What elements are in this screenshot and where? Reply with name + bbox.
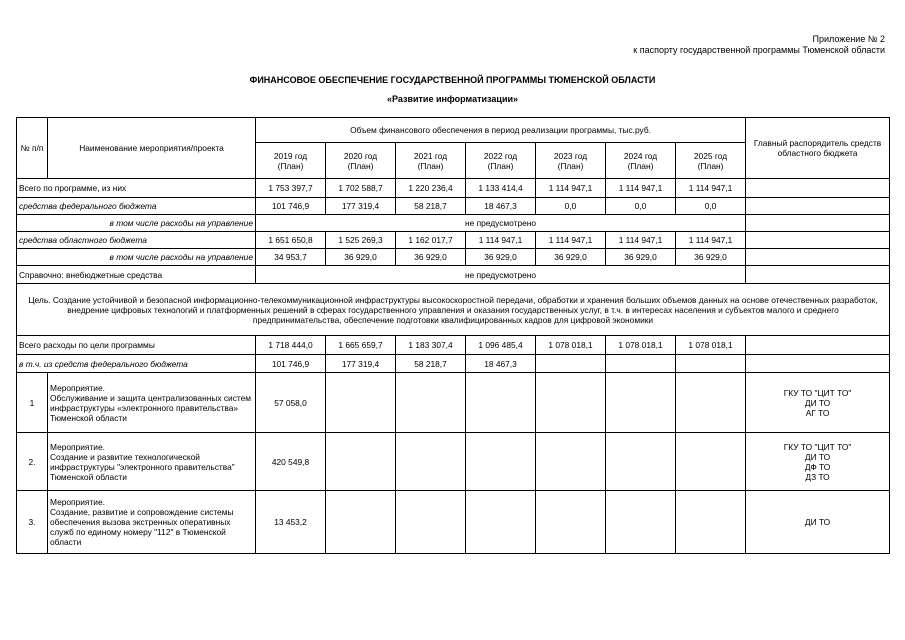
cell-value: 57 058,0 bbox=[256, 373, 326, 433]
document-title: ФИНАНСОВОЕ ОБЕСПЕЧЕНИЕ ГОСУДАРСТВЕННОЙ ПРОГРАММЫ ТЮМЕНСКОЙ ОБЛАСТИ bbox=[249, 75, 656, 85]
cell-value: 1 702 588,7 bbox=[326, 179, 396, 198]
cell-value: 101 746,9 bbox=[256, 355, 326, 373]
cell-empty bbox=[396, 491, 466, 554]
cell-value: 1 114 947,1 bbox=[536, 232, 606, 249]
cell-value: 1 114 947,1 bbox=[606, 232, 676, 249]
activity-managers: ГКУ ТО "ЦИТ ТО" ДИ ТО АГ ТО bbox=[746, 373, 890, 433]
activity-number: 3. bbox=[17, 491, 48, 554]
cell-empty bbox=[396, 373, 466, 433]
year-header: 2020 год (План) bbox=[326, 143, 396, 179]
row-label: в т.ч. из средств федерального бюджета bbox=[17, 355, 256, 373]
program-purpose-text: Цель. Создание устойчивой и безопасной информационно-телекоммуникационной инфраструктуры высокоскоростной передачи, обработки и хранения больших объемов данных на основе отечественных разработок, внедрение цифровых технологий и платформенных решений в сферах государственного управления и оказания государственных услуг, в т.ч. в интересах населения и субъектов малого и среднего предпринимательства, обеспечение подготовки квалифицированных кадров для цифровой экономики bbox=[17, 284, 890, 336]
cell-value: 36 929,0 bbox=[466, 249, 536, 266]
row-federal-management bbox=[17, 215, 890, 232]
cell-value: 177 319,4 bbox=[326, 198, 396, 215]
cell-value: 1 114 947,1 bbox=[676, 232, 746, 249]
cell-empty bbox=[676, 373, 746, 433]
cell-empty bbox=[466, 433, 536, 491]
cell-value: 1 525 269,3 bbox=[326, 232, 396, 249]
header-name: Наименование мероприятия/проекта bbox=[48, 118, 256, 179]
cell-empty bbox=[536, 491, 606, 554]
activity-description: Мероприятие. Создание, развитие и сопровождение системы обеспечения вызова экстренных оперативных служб по единому номеру "112" в Тюменской области bbox=[48, 491, 256, 554]
cell-value: 1 162 017,7 bbox=[396, 232, 466, 249]
cell-empty bbox=[606, 355, 676, 373]
cell-empty bbox=[676, 355, 746, 373]
activity-row bbox=[17, 373, 890, 433]
cell-value: 1 718 444,0 bbox=[256, 336, 326, 355]
cell-value: 18 467,3 bbox=[466, 198, 536, 215]
row-regional-budget bbox=[17, 232, 890, 249]
finance-table bbox=[16, 117, 890, 554]
cell-value: 101 746,9 bbox=[256, 198, 326, 215]
cell-value: 1 114 947,1 bbox=[466, 232, 536, 249]
cell-value: 1 220 236,4 bbox=[396, 179, 466, 198]
cell-value: 1 114 947,1 bbox=[536, 179, 606, 198]
activity-description: Мероприятие. Создание и развитие технологической инфраструктуры "электронного правительства" Тюменской области bbox=[48, 433, 256, 491]
cell-empty bbox=[746, 266, 890, 284]
cell-value: 58 218,7 bbox=[396, 198, 466, 215]
cell-value: 1 651 650,8 bbox=[256, 232, 326, 249]
year-header: 2019 год (План) bbox=[256, 143, 326, 179]
cell-value: 420 549,8 bbox=[256, 433, 326, 491]
cell-empty bbox=[326, 373, 396, 433]
row-label: в том числе расходы на управление bbox=[17, 215, 256, 232]
year-header: 2022 год (План) bbox=[466, 143, 536, 179]
cell-value: 1 096 485,4 bbox=[466, 336, 536, 355]
cell-empty bbox=[676, 491, 746, 554]
row-label: средства областного бюджета bbox=[17, 232, 256, 249]
cell-empty bbox=[606, 491, 676, 554]
row-program-total bbox=[17, 179, 890, 198]
row-label: в том числе расходы на управление bbox=[17, 249, 256, 266]
cell-empty bbox=[606, 373, 676, 433]
cell-empty bbox=[746, 215, 890, 232]
activity-managers: ГКУ ТО "ЦИТ ТО" ДИ ТО ДФ ТО ДЗ ТО bbox=[746, 433, 890, 491]
row-extrabudget bbox=[17, 266, 890, 284]
cell-value: 177 319,4 bbox=[326, 355, 396, 373]
cell-empty bbox=[536, 433, 606, 491]
cell-value: 0,0 bbox=[676, 198, 746, 215]
cell-value: 1 183 307,4 bbox=[396, 336, 466, 355]
annex-reference: к паспорту государственной программы Тюменской области bbox=[633, 45, 885, 55]
cell-value: 1 665 659,7 bbox=[326, 336, 396, 355]
cell-value: 36 929,0 bbox=[396, 249, 466, 266]
cell-value: 36 929,0 bbox=[676, 249, 746, 266]
cell-value: 18 467,3 bbox=[466, 355, 536, 373]
cell-value: 36 929,0 bbox=[536, 249, 606, 266]
cell-empty bbox=[746, 355, 890, 373]
row-regional-management bbox=[17, 249, 890, 266]
header-manager: Главный распорядитель средств областного бюджета bbox=[746, 118, 890, 179]
activity-row bbox=[17, 491, 890, 554]
program-name: «Развитие информатизации» bbox=[386, 94, 519, 104]
row-label: Всего по программе, из них bbox=[17, 179, 256, 198]
cell-value: 1 114 947,1 bbox=[676, 179, 746, 198]
cell-empty bbox=[326, 491, 396, 554]
row-federal-budget bbox=[17, 198, 890, 215]
annex-note bbox=[633, 34, 885, 56]
cell-empty bbox=[466, 373, 536, 433]
header-volume: Объем финансового обеспечения в период реализации программы, тыс.руб. bbox=[256, 118, 746, 143]
cell-empty bbox=[746, 249, 890, 266]
cell-value: 58 218,7 bbox=[396, 355, 466, 373]
activity-number: 2. bbox=[17, 433, 48, 491]
row-goal-federal bbox=[17, 355, 890, 373]
cell-value: 34 953,7 bbox=[256, 249, 326, 266]
activity-row bbox=[17, 433, 890, 491]
cell-empty bbox=[746, 179, 890, 198]
cell-value: 1 078 018,1 bbox=[536, 336, 606, 355]
annex-number: Приложение № 2 bbox=[812, 34, 885, 44]
header-num: № п/п bbox=[17, 118, 48, 179]
cell-empty bbox=[466, 491, 536, 554]
row-program-purpose bbox=[17, 284, 890, 336]
cell-value: 1 078 018,1 bbox=[606, 336, 676, 355]
cell-empty bbox=[536, 373, 606, 433]
activity-managers: ДИ ТО bbox=[746, 491, 890, 554]
activity-description: Мероприятие. Обслуживание и защита централизованных систем инфраструктуры «электронного правительства» Тюменской области bbox=[48, 373, 256, 433]
cell-empty bbox=[396, 433, 466, 491]
row-goal-total bbox=[17, 336, 890, 355]
cell-not-provided: не предусмотрено bbox=[256, 215, 746, 232]
year-header: 2021 год (План) bbox=[396, 143, 466, 179]
row-label: Справочно: внебюджетные средства bbox=[17, 266, 256, 284]
cell-value: 0,0 bbox=[606, 198, 676, 215]
cell-empty bbox=[746, 232, 890, 249]
cell-empty bbox=[536, 355, 606, 373]
cell-empty bbox=[326, 433, 396, 491]
cell-value: 13 453,2 bbox=[256, 491, 326, 554]
row-label: Всего расходы по цели программы bbox=[17, 336, 256, 355]
cell-value: 1 078 018,1 bbox=[676, 336, 746, 355]
year-header: 2023 год (План) bbox=[536, 143, 606, 179]
cell-empty bbox=[676, 433, 746, 491]
cell-value: 36 929,0 bbox=[326, 249, 396, 266]
year-header: 2025 год (План) bbox=[676, 143, 746, 179]
year-header: 2024 год (План) bbox=[606, 143, 676, 179]
cell-value: 1 753 397,7 bbox=[256, 179, 326, 198]
cell-empty bbox=[746, 198, 890, 215]
cell-value: 1 114 947,1 bbox=[606, 179, 676, 198]
cell-not-provided: не предусмотрено bbox=[256, 266, 746, 284]
table-header-row bbox=[17, 118, 890, 143]
cell-empty bbox=[606, 433, 676, 491]
activity-number: 1 bbox=[17, 373, 48, 433]
row-label: средства федерального бюджета bbox=[17, 198, 256, 215]
cell-empty bbox=[746, 336, 890, 355]
cell-value: 1 133 414,4 bbox=[466, 179, 536, 198]
cell-value: 36 929,0 bbox=[606, 249, 676, 266]
cell-value: 0,0 bbox=[536, 198, 606, 215]
